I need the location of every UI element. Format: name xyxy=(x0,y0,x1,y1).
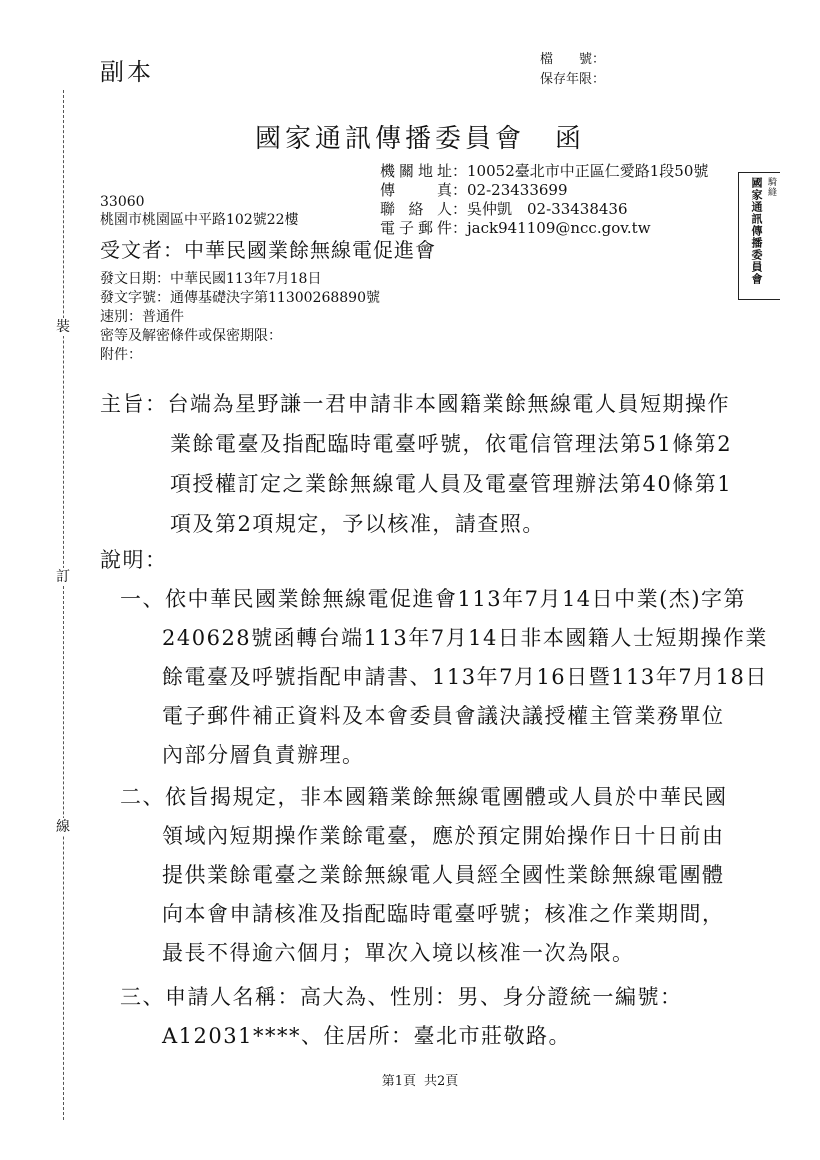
document-title: 國家通訊傳播委員會 函 xyxy=(254,124,585,154)
file-meta xyxy=(540,50,605,90)
item-line: 三、申請人名稱：高大為、性別：男、身分證統一編號： xyxy=(120,985,683,1009)
item-line: A12031****、住居所：臺北市莊敬路。 xyxy=(162,1024,571,1048)
item-line: 一、依中華民國業餘無線電促進會113年7月14日中業(杰)字第 xyxy=(120,587,747,611)
item-line: 最長不得逾六個月；單次入境以核准一次為限。 xyxy=(162,941,635,965)
item-line: 內部分層負責辦理。 xyxy=(162,743,365,767)
subject-section xyxy=(100,384,732,544)
file-number-label: 檔 號： xyxy=(540,52,606,67)
item-line: 240628號函轉台端113年7月14日非本國籍人士短期操作業 xyxy=(162,626,768,650)
recipient: 受文者：中華民國業餘無線電促進會 xyxy=(100,238,436,262)
sender-info xyxy=(380,162,708,238)
sender-fax-row: 傳 真：02-23433699 xyxy=(380,181,568,199)
sender-contact-label: 聯 絡 人 xyxy=(380,200,452,218)
sender-address: 10052臺北市中正區仁愛路1段50號 xyxy=(467,162,709,180)
explanation-item-2 xyxy=(120,778,728,973)
item-line: 餘電臺及呼號指配申請書、113年7月16日暨113年7月18日 xyxy=(162,665,768,689)
item-line: 電子郵件補正資料及本會委員會議決議授權主管業務單位 xyxy=(162,704,725,728)
item-number: 一、 xyxy=(120,587,165,611)
subject-line: 項授權訂定之業餘無線電人員及電臺管理辦法第40條第1 xyxy=(170,472,733,496)
copy-mark: 副本 xyxy=(100,58,154,86)
sender-contact: 吳仲凱 02-33438436 xyxy=(467,200,628,218)
item-number: 二、 xyxy=(120,785,165,809)
sender-fax-label: 傳 真 xyxy=(380,181,452,199)
attachment: 附件： xyxy=(100,347,142,363)
item-line: 領域內短期操作業餘電臺，應於預定開始操作日十日前由 xyxy=(162,824,725,848)
binding-line xyxy=(63,90,64,1120)
item-line: 二、依旨揭規定，非本國籍業餘無線電團體或人員於中華民國 xyxy=(120,785,728,809)
page-number: 第1頁 xyxy=(381,1074,416,1089)
sender-address-label: 機關地址 xyxy=(380,162,452,180)
item-line: 提供業餘電臺之業餘無線電人員經全國性業餘無線電團體 xyxy=(162,863,725,887)
sender-contact-row: 聯 絡 人：吳仲凱 02-33438436 xyxy=(380,200,628,218)
sender-email: jack941109@ncc.gov.tw xyxy=(467,219,651,237)
seam-seal-stamp xyxy=(738,172,780,300)
delivery-speed: 速別：普通件 xyxy=(100,309,184,325)
subject-line: 業餘電臺及指配臨時電臺呼號，依電信管理法第51條第2 xyxy=(170,432,733,456)
subject-line: 項及第2項規定，予以核准，請查照。 xyxy=(170,512,545,536)
item-number: 三、 xyxy=(120,985,165,1009)
recipient-postal-code: 33060 xyxy=(100,194,145,210)
sender-address-row: 機關地址：10052臺北市中正區仁愛路1段50號 xyxy=(380,162,709,180)
sender-fax: 02-23433699 xyxy=(467,181,568,199)
stamp-agency-name: 國家通訊傳播委員會 xyxy=(750,177,763,285)
page-total: 共2頁 xyxy=(424,1074,459,1089)
issue-date: 發文日期：中華民國113年7月18日 xyxy=(100,271,322,287)
document-info xyxy=(100,270,380,365)
recipient-address xyxy=(100,193,299,229)
explanation-item-1 xyxy=(120,580,768,775)
subject-label: 主旨： xyxy=(100,392,168,416)
sender-email-label: 電子郵件 xyxy=(380,219,452,237)
binding-mark-xian: 線 xyxy=(56,819,70,835)
retention-period-label: 保存年限： xyxy=(540,72,606,87)
binding-mark-zhuang: 裝 xyxy=(56,319,70,335)
document-number: 發文字號：通傳基礎決字第11300268890號 xyxy=(100,290,380,306)
page-footer xyxy=(0,1070,820,1089)
stamp-seam-label: 騎縫 xyxy=(766,177,776,197)
subject-line: 主旨：台端為星野謙一君申請非本國籍業餘無線電人員短期操作 xyxy=(100,392,730,416)
sender-email-row: 電子郵件：jack941109@ncc.gov.tw xyxy=(380,219,651,237)
binding-mark-ding: 訂 xyxy=(56,569,70,585)
recipient-street: 桃園市桃園區中平路102號22樓 xyxy=(100,212,299,228)
item-line: 向本會申請核准及指配臨時電臺呼號；核准之作業期間， xyxy=(162,902,725,926)
explanation-item-3 xyxy=(120,978,683,1056)
secrecy-level: 密等及解密條件或保密期限： xyxy=(100,328,282,344)
explanation-label: 說明： xyxy=(100,548,168,572)
